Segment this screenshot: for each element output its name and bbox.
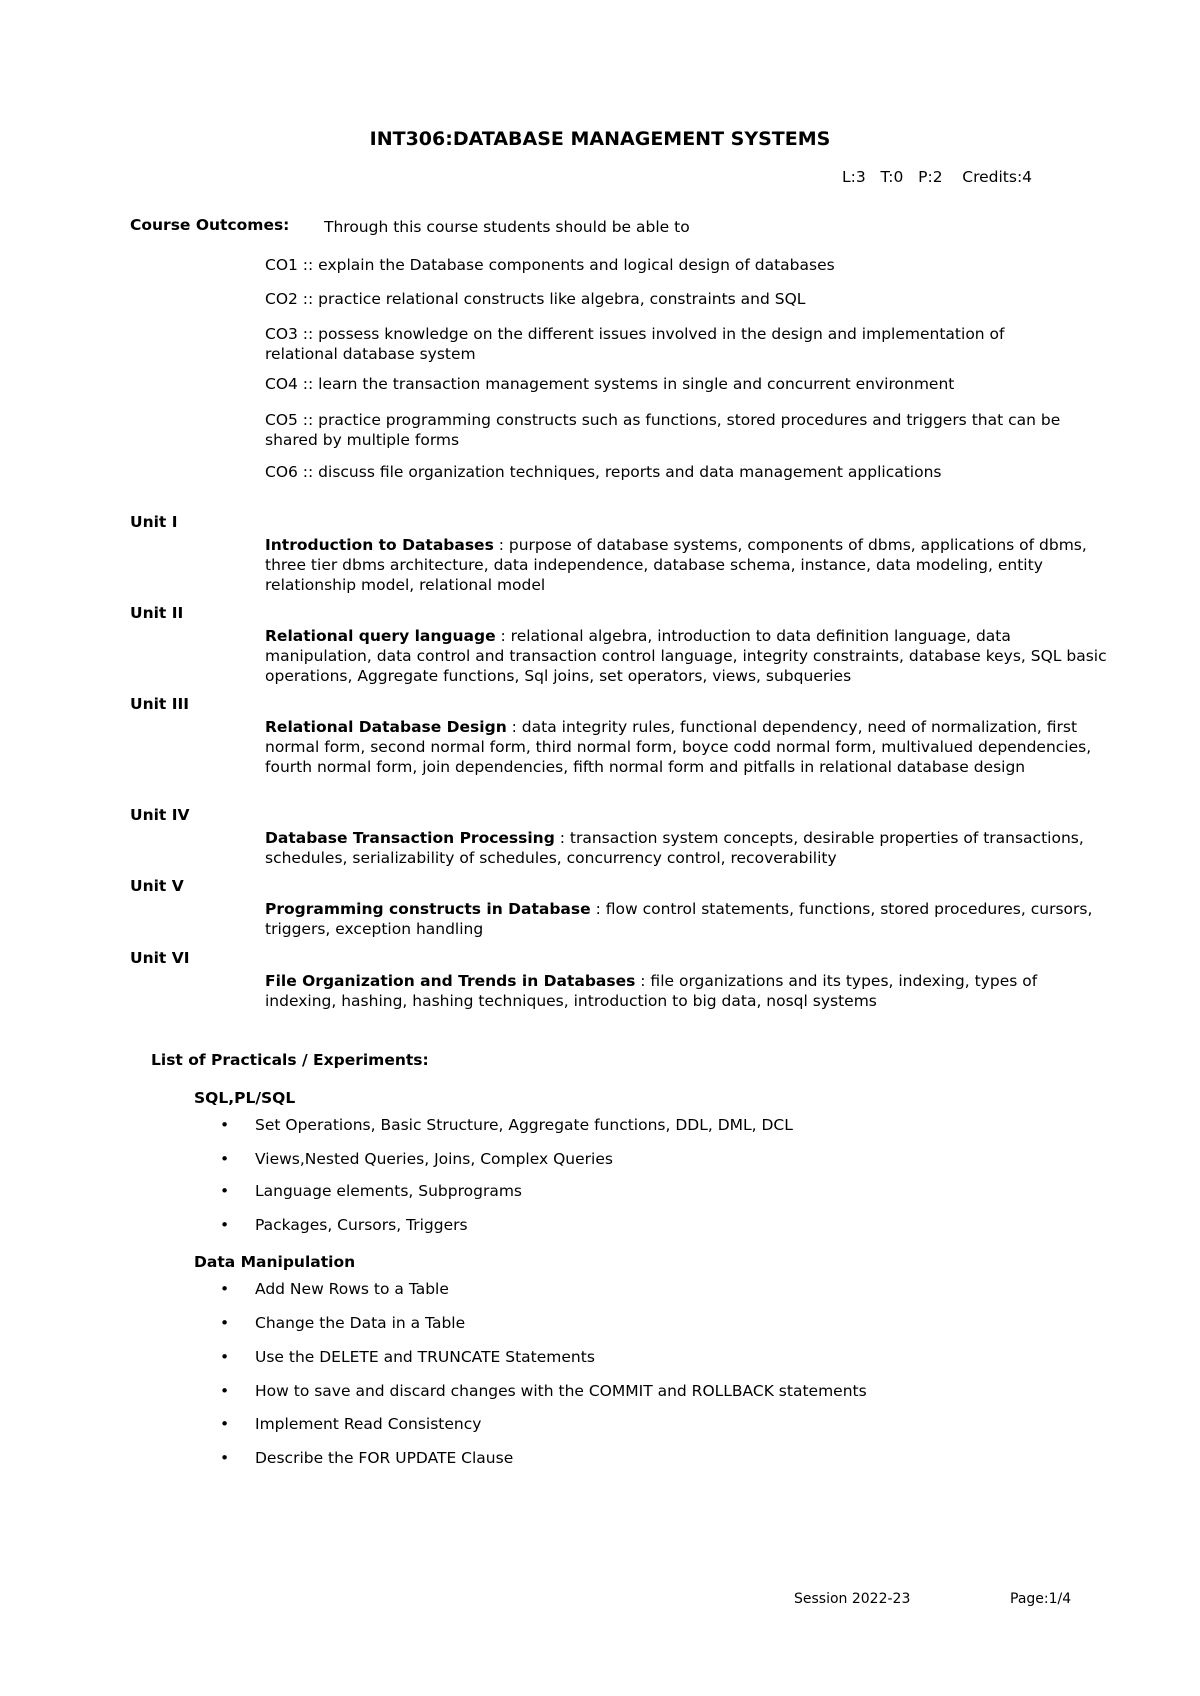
unit-title: Introduction to Databases [265, 536, 494, 554]
bullet-icon: • [220, 1182, 230, 1200]
course-outcomes-heading: Course Outcomes: [130, 216, 290, 234]
list-item: Change the Data in a Table [255, 1314, 466, 1332]
bullet-icon: • [220, 1116, 230, 1134]
practicals-heading: List of Practicals / Experiments: [151, 1051, 429, 1069]
bullet-icon: • [220, 1449, 230, 1467]
bullet-icon: • [220, 1415, 230, 1433]
course-outcome-3: CO3 :: possess knowledge on the different issues involved in the design and implementation of relational database system [265, 325, 1005, 363]
course-outcomes-intro: Through this course students should be able to [324, 218, 690, 236]
unit-label: Unit II [130, 604, 184, 622]
unit-title: Relational Database Design [265, 718, 507, 736]
unit-label: Unit VI [130, 949, 190, 967]
unit-title: File Organization and Trends in Databases [265, 972, 636, 990]
list-item: Packages, Cursors, Triggers [255, 1216, 468, 1234]
unit-label: Unit III [130, 695, 190, 713]
unit-description: : file organizations and its types, indexing, types of indexing, hashing, hashing techniques, introduction to big data, nosql systems [265, 972, 1038, 1010]
credits-line: L:3 T:0 P:2 Credits:4 [842, 168, 1033, 186]
unit-description: : flow control statements, functions, stored procedures, cursors, triggers, exception handling [265, 900, 1093, 938]
bullet-icon: • [220, 1150, 230, 1168]
list-item: Set Operations, Basic Structure, Aggregate functions, DDL, DML, DCL [255, 1116, 793, 1134]
list-item: Add New Rows to a Table [255, 1280, 449, 1298]
unit-label: Unit IV [130, 806, 190, 824]
unit-title: Programming constructs in Database [265, 900, 591, 918]
document-title: INT306:DATABASE MANAGEMENT SYSTEMS [369, 128, 831, 150]
session-label: Session 2022-23 [794, 1591, 911, 1607]
unit-label: Unit I [130, 513, 178, 531]
unit-content [265, 971, 1107, 1011]
practical-section-title: SQL,PL/SQL [194, 1089, 296, 1107]
page-number: Page:1/4 [1010, 1591, 1072, 1607]
list-item: Views,Nested Queries, Joins, Complex Queries [255, 1150, 613, 1168]
list-item: How to save and discard changes with the COMMIT and ROLLBACK statements [255, 1382, 867, 1400]
list-item: Use the DELETE and TRUNCATE Statements [255, 1348, 595, 1366]
unit-content [265, 899, 1107, 939]
unit-content [265, 717, 1107, 777]
list-item: Implement Read Consistency [255, 1415, 482, 1433]
unit-content [265, 626, 1107, 686]
practical-section-title: Data Manipulation [194, 1253, 356, 1271]
unit-description: : data integrity rules, functional dependency, need of normalization, first normal form, second normal form, third normal form, boyce codd normal form, multivalued dependencies, fourth normal form, join dependencies, fifth normal form and pitfalls in relational database design [265, 718, 1092, 776]
unit-title: Database Transaction Processing [265, 829, 555, 847]
course-outcome-1: CO1 :: explain the Database components and logical design of databases [265, 256, 835, 274]
course-outcome-4: CO4 :: learn the transaction management systems in single and concurrent environment [265, 375, 955, 393]
unit-description: : relational algebra, introduction to data definition language, data manipulation, data control and transaction control language, integrity constraints, database keys, SQL basic operations, Aggregate functions, Sql joins, set operators, views, subqueries [265, 627, 1107, 685]
bullet-icon: • [220, 1216, 230, 1234]
unit-label: Unit V [130, 877, 184, 895]
list-item: Language elements, Subprograms [255, 1182, 523, 1200]
unit-title: Relational query language [265, 627, 496, 645]
unit-content [265, 535, 1107, 595]
course-outcome-5: CO5 :: practice programming constructs such as functions, stored procedures and triggers that can be shared by multiple forms [265, 411, 1061, 449]
course-outcome-2: CO2 :: practice relational constructs like algebra, constraints and SQL [265, 290, 806, 308]
unit-description: : transaction system concepts, desirable properties of transactions, schedules, serializability of schedules, concurrency control, recoverability [265, 829, 1084, 867]
list-item: Describe the FOR UPDATE Clause [255, 1449, 514, 1467]
unit-description: : purpose of database systems, components of dbms, applications of dbms, three tier dbms architecture, data independence, database schema, instance, data modeling, entity relationship model, relational model [265, 536, 1087, 594]
bullet-icon: • [220, 1280, 230, 1298]
bullet-icon: • [220, 1348, 230, 1366]
bullet-icon: • [220, 1382, 230, 1400]
bullet-icon: • [220, 1314, 230, 1332]
course-outcome-6: CO6 :: discuss file organization techniques, reports and data management applications [265, 463, 942, 481]
unit-content [265, 828, 1107, 868]
